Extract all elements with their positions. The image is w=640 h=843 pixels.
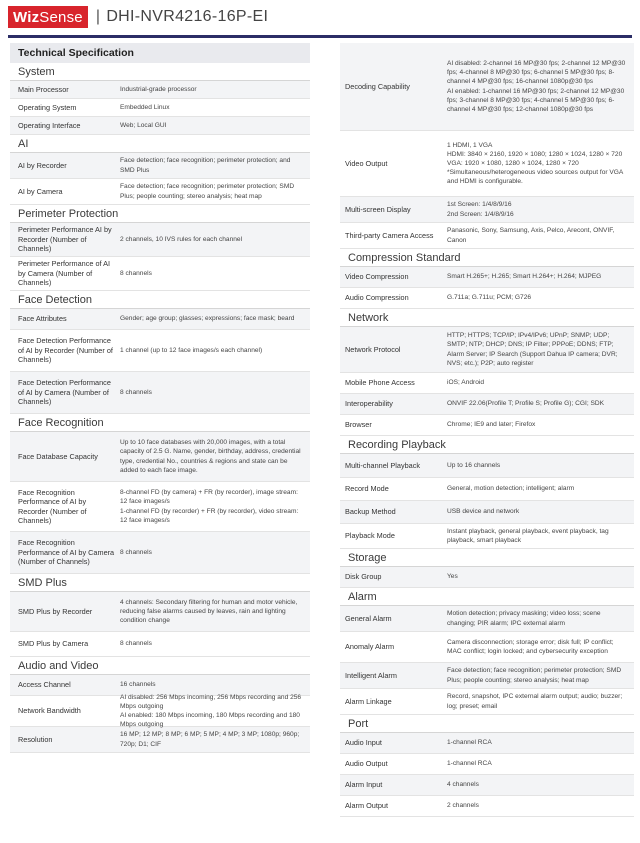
spec-label: Backup Method (345, 507, 396, 517)
right-spec-column (340, 43, 634, 817)
spec-value: HTTP; HTTPS; TCP/IP; IPv4/IPv6; UPnP; SNMP; UDP; SMTP; NTP; DHCP; DNS; IP Filter; PPPoE; DDNS; FTP; Alarm Server; IP Search (Support Dahua IP camera; DVR; NVS; etc.); P2P; auto register (447, 332, 618, 367)
spec-label: Intelligent Alarm (345, 670, 397, 680)
spec-value: AI disabled: 256 Mbps incoming, 256 Mbps recording and 256 Mbps outgoing AI enabled: 180 Mbps incoming, 180 Mbps recording and 180 Mbps outgoing (120, 693, 302, 729)
spec-row-backup-method (340, 501, 634, 524)
header-divider (8, 35, 632, 38)
spec-label: Network Bandwidth (18, 706, 81, 716)
spec-label: Audio Output (345, 759, 388, 769)
spec-value: 16 channels (120, 681, 156, 689)
section-heading-face-recognition: Face Recognition (10, 414, 310, 432)
spec-label: Audio Compression (345, 293, 409, 303)
spec-value: 1st Screen: 1/4/8/9/16 2nd Screen: 1/4/8/9/16 (447, 201, 514, 218)
spec-value: 8 channels (120, 388, 152, 396)
page-title: Technical Specification (10, 43, 310, 63)
spec-label: SMD Plus by Camera (18, 639, 89, 649)
spec-row-audio-output (340, 754, 634, 775)
spec-label: Disk Group (345, 572, 382, 582)
spec-label: Face Detection Performance of AI by Recorder (Number of Channels) (18, 336, 113, 365)
spec-row-mobile-phone-access (340, 373, 634, 394)
section-heading-perimeter-protection: Perimeter Protection (10, 205, 310, 223)
spec-value: 16 MP; 12 MP; 8 MP; 6 MP; 5 MP; 4 MP; 3 MP; 1080p; 960p; 720p; D1; CIF (120, 731, 300, 748)
spec-label: Video Output (345, 158, 388, 168)
spec-row-general-alarm (340, 606, 634, 632)
model-name: DHI-NVR4216-16P-EI (106, 8, 269, 25)
spec-label: General Alarm (345, 613, 392, 623)
spec-label: Face Recognition Performance of AI by Camera (Number of Channels) (18, 538, 115, 567)
section-heading-storage: Storage (340, 549, 634, 567)
spec-label: Multi-channel Playback (345, 460, 421, 470)
spec-row-smd-plus-by-camera (10, 632, 310, 657)
spec-row-alarm-output (340, 796, 634, 817)
spec-label: Alarm Output (345, 801, 388, 811)
spec-value: Web; Local GUI (120, 121, 167, 129)
spec-label: Perimeter Performance of AI by Camera (Number of Channels) (18, 259, 111, 288)
spec-row-network-protocol (340, 327, 634, 373)
spec-row-alarm-linkage (340, 689, 634, 715)
logo-wiz: Wiz (13, 8, 40, 26)
spec-row-multi-channel-playback (340, 454, 634, 478)
spec-label: Alarm Input (345, 780, 383, 790)
spec-label: Multi-screen Display (345, 204, 411, 214)
spec-row-ai-by-recorder (10, 153, 310, 179)
section-heading-port: Port (340, 715, 634, 733)
spec-label: Playback Mode (345, 531, 395, 541)
spec-value: Face detection; face recognition; perimeter protection; and SMD Plus (120, 157, 291, 174)
spec-value: Smart H.265+; H.265; Smart H.264+; H.264; MJPEG (447, 273, 602, 281)
spec-value: Yes (447, 573, 458, 581)
spec-value: Motion detection; privacy masking; video loss; scene changing; PIR alarm; IPC external alarm (447, 610, 601, 627)
spec-row-face-recognition-performance-of-ai-by-camera-number-of-channels (10, 532, 310, 574)
spec-value: Panasonic, Sony, Samsung, Axis, Pelco, Arecont, ONVIF, Canon (447, 227, 615, 244)
spec-value: 2 channels (447, 802, 479, 810)
spec-value: 2 channels, 10 IVS rules for each channel (120, 235, 243, 243)
spec-label: Alarm Linkage (345, 696, 392, 706)
spec-value: 8 channels (120, 548, 152, 556)
spec-value: Chrome; IE9 and later; Firefox (447, 421, 536, 429)
spec-label: AI by Recorder (18, 160, 67, 170)
spec-value: Up to 10 face databases with 20,000 images, with a total capacity of 2.5 G. Name, gender, birthday, address, credential type, credential No., countries & regions and state can be added to each face image. (120, 439, 301, 474)
spec-row-audio-input (340, 733, 634, 754)
spec-label: Operating System (18, 102, 77, 112)
spec-row-record-mode (340, 478, 634, 501)
spec-value: Embedded Linux (120, 103, 170, 111)
logo-sense: Sense (39, 8, 83, 26)
spec-value: 4 channels (447, 781, 479, 789)
left-spec-column (10, 43, 310, 753)
spec-value: G.711a; G.711u; PCM; G726 (447, 294, 532, 302)
spec-label: Record Mode (345, 484, 389, 494)
spec-label: Network Protocol (345, 344, 401, 354)
spec-value: 1-channel RCA (447, 739, 492, 747)
spec-row-disk-group (340, 567, 634, 588)
spec-value: 8-channel FD (by camera) + FR (by recorder), image stream: 12 face images/s 1-channel FD (by recorder) + FR (by recorder), video stream: 12 face images/s (120, 489, 299, 524)
spec-label: Face Attributes (18, 314, 67, 324)
section-heading-face-detection: Face Detection (10, 291, 310, 309)
section-heading-system: System (10, 63, 310, 81)
spec-value: 1 HDMI, 1 VGA HDMI: 3840 × 2160, 1920 × 1080; 1280 × 1024, 1280 × 720 VGA: 1920 × 1080, 1280 × 1024, 1280 × 720 *Simultaneous/heterogeneous video sources output for VGA and HDMI is configurable. (447, 141, 623, 186)
spec-row-playback-mode (340, 524, 634, 549)
spec-label: Face Recognition Performance of AI by Recorder (Number of Channels) (18, 487, 87, 525)
section-heading-compression-standard: Compression Standard (340, 249, 634, 267)
spec-label: Access Channel (18, 680, 71, 690)
document-header (8, 6, 268, 28)
spec-label: Browser (345, 420, 372, 430)
spec-label: Face Database Capacity (18, 451, 98, 461)
header-separator: | (95, 8, 101, 25)
spec-row-face-detection-performance-of-ai-by-recorder-number-of-channels (10, 330, 310, 372)
spec-label: Perimeter Performance AI by Recorder (Number of Channels) (18, 225, 112, 254)
spec-row-audio-compression (340, 288, 634, 309)
spec-label: SMD Plus by Recorder (18, 606, 93, 616)
spec-value: 8 channels (120, 269, 152, 277)
spec-value: 8 channels (120, 640, 152, 648)
spec-row-browser (340, 415, 634, 436)
spec-row-smd-plus-by-recorder (10, 592, 310, 632)
spec-label: Third-party Camera Access (345, 230, 434, 240)
spec-row-operating-system (10, 99, 310, 117)
spec-label: Resolution (18, 734, 53, 744)
section-heading-audio-and-video: Audio and Video (10, 657, 310, 675)
spec-row-video-output (340, 131, 634, 197)
spec-label: Video Compression (345, 272, 409, 282)
section-heading-network: Network (340, 309, 634, 327)
spec-value: Gender; age group; glasses; expressions; face mask; beard (120, 315, 295, 323)
spec-label: Face Detection Performance of AI by Camera (Number of Channels) (18, 378, 111, 407)
spec-value: 1-channel RCA (447, 760, 492, 768)
spec-value: Face detection; face recognition; perimeter protection; SMD Plus; people counting; stereo analysis; heat map (447, 667, 622, 684)
spec-row-video-compression (340, 267, 634, 288)
spec-row-operating-interface (10, 117, 310, 135)
spec-row-network-bandwidth (10, 693, 310, 729)
spec-row-perimeter-performance-ai-by-recorder-number-of-channels (10, 223, 310, 257)
spec-label: Interoperability (345, 399, 393, 409)
spec-row-intelligent-alarm (340, 663, 634, 689)
spec-row-resolution (10, 727, 310, 753)
spec-value: AI disabled: 2-channel 16 MP@30 fps; 2-channel 12 MP@30 fps; 4-channel 8 MP@30 fps; 6-channel 5 MP@30 fps; 8-channel 4 MP@30 fps; 16-channel 1080p@30 fps AI enabled: 1-channel 16 MP@30 fps; 2-channel 12 MP@30 fps; 3-channel 8 MP@30 fps; 4-channel 5 MP@30 fps; 6-channel 4 MP@30 fps; 12-channel 1080p@30 fps (447, 60, 626, 113)
spec-row-alarm-input (340, 775, 634, 796)
spec-value: USB device and network (447, 508, 520, 516)
spec-row-face-recognition-performance-of-ai-by-recorder-number-of-channels (10, 482, 310, 532)
spec-row-anomaly-alarm (340, 632, 634, 663)
model-number (96, 8, 268, 26)
spec-value: ONVIF 22.06(Profile T; Profile S; Profile G); CGI; SDK (447, 400, 605, 408)
spec-row-face-attributes (10, 309, 310, 330)
spec-value: Camera disconnection; storage error; disk full; IP conflict; MAC conflict; login locked; and cybersecurity exception (447, 638, 614, 655)
spec-row-perimeter-performance-of-ai-by-camera-number-of-channels (10, 257, 310, 291)
spec-value: 1 channel (up to 12 face images/s each channel) (120, 346, 263, 354)
spec-row-main-processor (10, 81, 310, 99)
spec-value: General, motion detection; intelligent; alarm (447, 485, 575, 493)
section-heading-recording-playback: Recording Playback (340, 436, 634, 454)
section-heading-alarm: Alarm (340, 588, 634, 606)
spec-row-third-party-camera-access (340, 223, 634, 249)
section-heading-ai: AI (10, 135, 310, 153)
spec-value: Record, snapshot, IPC external alarm output; audio; buzzer; log; preset; email (447, 693, 623, 710)
spec-label: Decoding Capability (345, 81, 410, 91)
spec-label: Audio Input (345, 738, 382, 748)
spec-value: Face detection; face recognition; perimeter protection; SMD Plus; people counting; stereo analysis; heat map (120, 183, 295, 200)
spec-label: Operating Interface (18, 120, 81, 130)
spec-label: Mobile Phone Access (345, 378, 415, 388)
spec-value: Industrial-grade processor (120, 85, 197, 93)
spec-value: Up to 16 channels (447, 461, 501, 469)
spec-row-face-database-capacity (10, 432, 310, 482)
spec-row-multi-screen-display (340, 197, 634, 223)
wizsense-logo (8, 6, 88, 28)
spec-row-face-detection-performance-of-ai-by-camera-number-of-channels (10, 372, 310, 414)
spec-value: Instant playback, general playback, event playback, tag playback, smart playback (447, 527, 609, 544)
spec-label: Anomaly Alarm (345, 642, 395, 652)
spec-label: AI by Camera (18, 186, 63, 196)
spec-label: Main Processor (18, 84, 69, 94)
spec-row-ai-by-camera (10, 179, 310, 205)
spec-value: iOS; Android (447, 379, 485, 387)
section-heading-smd-plus: SMD Plus (10, 574, 310, 592)
spec-value: 4 channels: Secondary filtering for human and motor vehicle, reducing false alarms caused by leaves, rain and lighting condition change (120, 598, 298, 625)
spec-row-interoperability (340, 394, 634, 415)
spec-row-decoding-capability (340, 43, 634, 131)
